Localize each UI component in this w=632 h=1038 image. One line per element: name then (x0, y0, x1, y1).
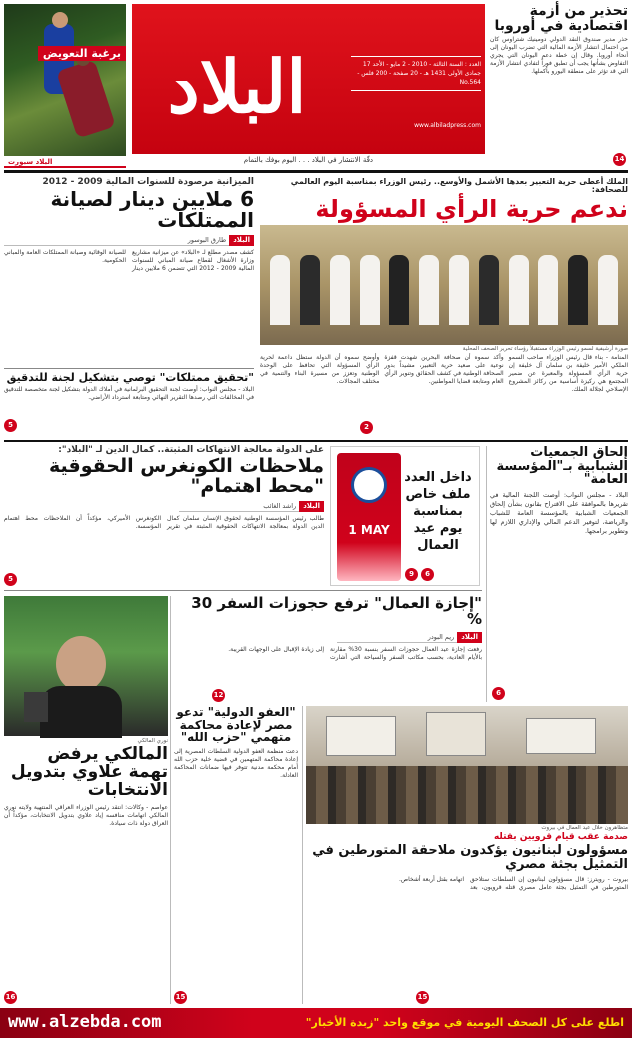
page-ref-6b[interactable]: 6 (421, 568, 434, 581)
page-ref-14[interactable]: 14 (613, 153, 626, 166)
top-left-headline: تحذير من أزمة اقتصادية في أوروبا (494, 3, 628, 34)
mayday-box (330, 446, 480, 586)
mayday-text: داخل العدد ملف خاص بمناسبة يوم عيد العمال (404, 470, 472, 553)
maliki-caption: نوري المالكي (137, 738, 168, 744)
probe-story (4, 372, 254, 432)
page-ref-15b[interactable]: 15 (416, 991, 429, 1004)
lebanon-photo (306, 706, 628, 824)
sports-photo (4, 4, 126, 156)
footer-text: اطلع على كل الصحف اليومية في موقع واحد "زبدة الأخبار" (305, 1016, 624, 1029)
page-ref-6[interactable]: 6 (492, 687, 505, 700)
congress-tag: البلاد (299, 501, 324, 512)
main-photo (260, 225, 628, 345)
column-divider (170, 596, 171, 1004)
page-ref-12[interactable]: 12 (212, 689, 225, 702)
budget-tag: البلاد (229, 235, 254, 246)
lebanon-headline: مسؤولون لبنانيون يؤكدون ملاحقة المتورطين في التمثيل بجثة مصري (312, 843, 628, 873)
page-ref-9[interactable]: 9 (405, 568, 418, 581)
congress-story (4, 446, 324, 586)
youth-story (487, 445, 628, 702)
column-divider (302, 706, 303, 1004)
maliki-photo (4, 596, 168, 736)
main-body-2: وأكد سموه أن صحافة البحرين شهدت قفزة نوعية على صعيد حرية التعبير، مشيداً بدور الصحافة الوطنية في كشف الحقائق وتنوير الرأي العام ومتابعة قضايا المواطنين. (382, 353, 504, 385)
main-body-3: وأوضح سموه أن الدولة ستظل داعمة لحرية الرأي المسؤولة التي تحافظ على الوحدة الوطنية وتعزز من مسيرة البناء والتنمية في مختلف المجالات. (258, 353, 380, 385)
youth-headline: إلحاق الجمعيات الشبابية بـ"المؤسسة العامة" (496, 445, 628, 488)
congress-body: طالب رئيس المؤسسة الوطنية لحقوق الإنسان سلمان كمال الدين الدولة بمعالجة الانتهاكات الحقوقية المثبتة في تقرير الكونغرس الأميركي، مؤكداً أن الملاحظات محط اهتمام المؤسسة. (2, 515, 324, 531)
lebanon-story (306, 706, 628, 1004)
budget-headline: 6 ملايين دينار لصيانة الممتلكات (50, 187, 254, 233)
youth-body: البلاد - مجلس النواب: أوصت اللجنة المالية في تقريرها بالموافقة على الاقتراح بقانون بشأن إلحاق الجمعيات الشبابية بالمؤسسة العامة للشباب والرياضة، لتوفير الدعم المالي والإداري اللازم لها وتطوير برامجها. (487, 490, 628, 535)
divider (4, 368, 254, 369)
masthead-rule (4, 170, 628, 173)
budget-story (4, 178, 254, 368)
main-story (260, 178, 628, 436)
probe-headline: "تحقيق ممتلكات" توصي بتشكيل لجنة للتدقيق (6, 371, 254, 384)
budget-author: طارق البوسور (4, 235, 229, 246)
main-headline: ندعم حرية الرأي المسؤولة (315, 194, 628, 223)
section-rule (4, 440, 628, 442)
page-ref-5[interactable]: 5 (4, 419, 17, 432)
labor-author: ريم البودر (337, 632, 457, 643)
mayday-badge: 1 MAY (348, 523, 390, 537)
main-kicker: الملك أعطى حرية التعبير بعدها الأشمل والأوسع.. رئيس الوزراء بمناسبة اليوم العالمي للصحافة: (290, 177, 628, 195)
masthead (132, 4, 485, 168)
lebanon-caption: متظاهرون خلال عيد العمال في بيروت (541, 825, 628, 831)
page-ref-15[interactable]: 15 (174, 991, 187, 1004)
mayday-badge-wrap (337, 453, 401, 581)
masthead-logo: البلاد (167, 44, 307, 129)
budget-body: كشف مصدر مطلع لـ «البلاد» عن ميزانية مشاريع وزارة الأشغال لقطاع صيانة المباني للسنوات المالية 2009 - 2012 التي تتضمن 6 ملايين دينار للصيانة الوقائية وصيانة الممتلكات العامة والمباني الحكومية. (2, 249, 254, 273)
congress-kicker: على الدولة معالجة الانتهاكات المثبتة.. كمال الدين لـ "البلاد": (58, 445, 324, 455)
top-left-story (490, 4, 628, 168)
divider (4, 590, 482, 591)
issue-info: العدد : السنة الثالثة - 2010 - 2 مايو - الأحد 17 جمادى الأولى 1431 هـ - 20 صفحة - 200 فلس - No.564 (351, 56, 481, 91)
page-ref-16[interactable]: 16 (4, 991, 17, 1004)
sports-label: برغبة التعويض (38, 46, 126, 61)
main-caption: صورة أرشيفية لسمو رئيس الوزراء مستقبلاً رؤساء تحرير الصحف المحلية (462, 345, 628, 352)
amnesty-headline: "العفو الدولية" تدعو مصر لإعادة محاكمة متهمي "حزب الله" (176, 705, 296, 745)
amnesty-body: دعت منظمة العفو الدولية السلطات المصرية إلى إعادة محاكمة المتهمين في قضية خلية حزب الله أمام محكمة مدنية تتوفر فيها ضمانات المحاكمة العادلة. (172, 747, 298, 779)
lebanon-body: بيروت - رويترز: قال مسؤولون لبنانيون إن السلطات ستلاحق المتورطين في التمثيل بجثة عامل مصري قتله قرويون، بعد اتهامه بقتل أربعة أشخاص. (398, 875, 628, 891)
page-ref-5b[interactable]: 5 (4, 573, 17, 586)
congress-author: راشد الغائب (179, 501, 299, 512)
budget-kicker: الميزانية مرصودة للسنوات المالية 2009 - 2012 (42, 177, 254, 187)
footer-banner (0, 1008, 632, 1038)
maliki-story (4, 596, 168, 1004)
labor-body: رفعت إجازة عيد العمال حجوزات السفر بنسبة 30% مقارنة بالأيام العادية، بحسب مكاتب السفر والسياحة التي أشارت إلى زيادة الإقبال على الوجهات القريبة. (228, 645, 482, 661)
probe-body: البلاد - مجلس النواب: أوصت لجنة التحقيق البرلمانية في أملاك الدولة بتشكيل لجنة متخصصة للتدقيق في المخالفات التي رصدها التقرير النهائي ومتابعة استرداد الأراضي. (2, 385, 254, 401)
top-left-body: حذر مدير صندوق النقد الدولي دومينيك شتراوس كان من احتمال انتشار الأزمة المالية التي تضرب اليونان إلى أنحاء أوروبا. وقال إن خطة دعم اليونان التي يجري التفاوض بشأنها يجب أن تطبق فوراً لتفادي انتشار الأزمة التي قد تؤثر على منطقة اليورو بأكملها. (488, 36, 628, 76)
maliki-body: عواصم - وكالات: انتقد رئيس الوزراء العراقي المنتهية ولايته نوري المالكي اتهامات منافسه إياد علاوي بتدويل الانتخابات، مؤكداً أن العراق دولة ذات سيادة. (2, 803, 168, 827)
lebanon-kicker: صدمة عقب قيام قرويين بقتله (493, 832, 628, 842)
website: www.albiladpress.com (414, 122, 481, 129)
congress-headline: ملاحظات الكونغرس الحقوقية "محط اهتمام" (49, 455, 324, 498)
labor-headline: "إجازة العمال" ترفع حجوزات السفر 30 % (191, 594, 482, 628)
page-ref-2[interactable]: 2 (360, 421, 373, 434)
labor-story (172, 596, 482, 702)
column-divider (486, 446, 487, 702)
maliki-headline: المالكي يرفض تهمة علاوي بتدويل الانتخابات (10, 744, 168, 800)
main-body-1: المنامة - بناء قال رئيس الوزراء صاحب السمو الملكي الأمير خليفة بن سلمان آل خليفة إن حرية الرأي المسؤولة والمعبرة عن ضمير المجتمع هي ركيزة أساسية من ركائز المشروع الإصلاحي لجلالة الملك. (506, 353, 628, 393)
labor-tag: البلاد (457, 632, 482, 643)
sports-box (4, 4, 126, 168)
sports-caption: البلاد سبورت (4, 156, 126, 168)
footer-site[interactable]: www.alzebda.com (8, 1012, 162, 1032)
tagline: دقّة الانتشار في البلاد . . . اليوم بوفك بالتمام (243, 156, 374, 164)
mayday-emblem (351, 467, 387, 503)
amnesty-story (174, 706, 298, 1004)
